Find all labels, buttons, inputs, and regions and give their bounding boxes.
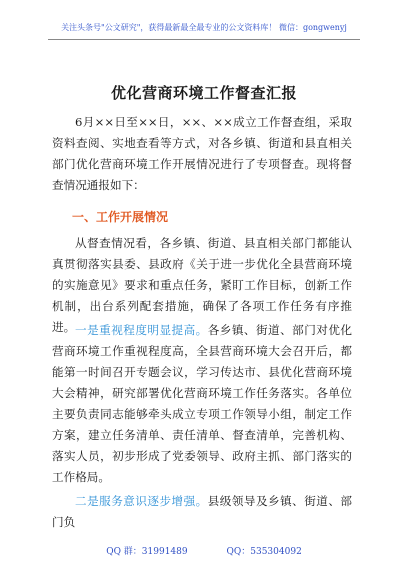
footer-qq: QQ：535304092 [226,547,302,557]
section1-paragraph: 从督查情况看，各乡镇、街道、县直相关部门都能认真贯彻落实县委、县政府《关于进一步优化全县营商环境的实施意见》要求和重点任务，紧盯工作目标，创新工作机制，出台系列配套措施，确保了各项工作任务有序推进。 [52,236,352,334]
point1-body: 各乡镇、街道、部门对优化营商环境工作重视程度高，全县营商环境大会召开后，都能第一时间召开专题会议，学习传达市、县优化营商环境大会精神，研究部署优化营商环境工作任务落实。各单位主要负责同志能够牵头成立专项工作领导小组，制定工作方案，建立任务清单、责任清单、督查清单，完善机构、落实人员，初步形成了党委领导、政府主抓、部门落实的工作格局。 [52,323,352,484]
document-title: 优化营商环境工作督查汇报 [110,84,297,102]
header-banner: 关注头条号"公文研究"，获得最新最全最专业的公文资料库！ 微信：gongwenyj [48,22,360,40]
point1-paragraph [52,320,352,488]
footer-qq-group: QQ 群：31991489 [106,547,188,557]
point2-body: 县级领导及乡镇、街道、部门负 [52,494,352,529]
footer-contact [0,544,408,557]
section-heading-1: 一、工作开展情况 [72,210,169,224]
point2-lead: 二是服务意识逐步增强。 [75,494,208,508]
intro-paragraph: 6月××日至××日，××、××成立工作督查组，采取资料查阅、实地查看等方式，对各乡镇、街道和县直相关部门优化营商环境工作开展情况进行了专项督查。现将督查情况通报如下： [52,115,352,192]
point1-lead: 一是重视程度明显提高。 [75,323,208,337]
point2-paragraph [52,491,352,533]
